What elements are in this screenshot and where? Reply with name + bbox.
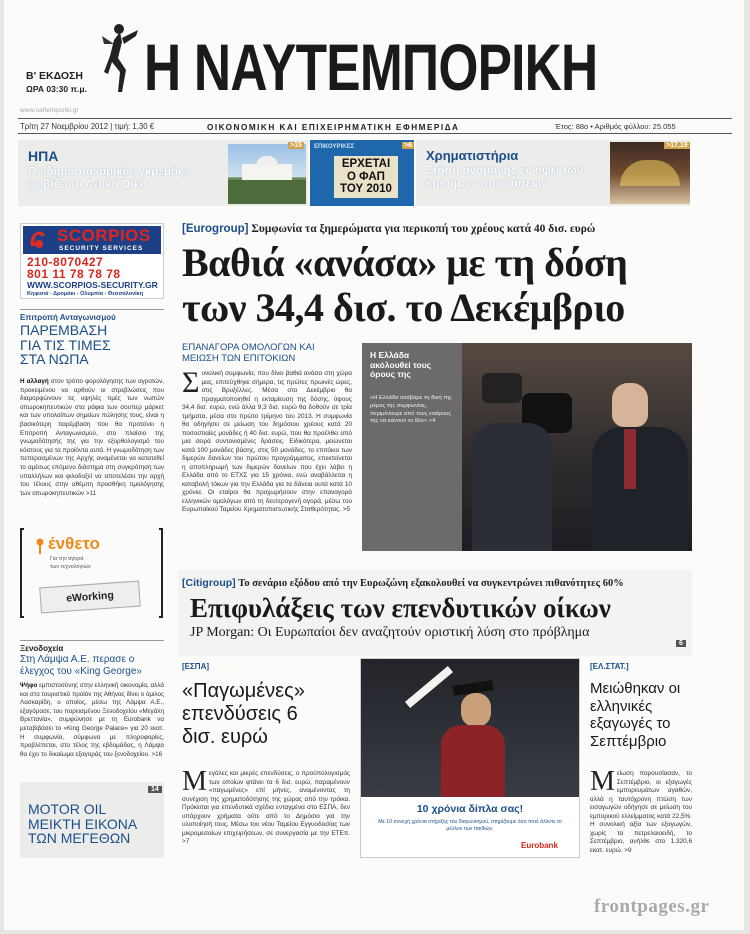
issue-number: Έτος: 88ο • Αριθμός φύλλου: 25.055 [555, 122, 676, 131]
main-tag: Eurogroup [185, 223, 245, 235]
story-headline[interactable]: ΠΑΡΕΜΒΑΣΗ ΓΙΑ ΤΙΣ ΤΙΜΕΣ ΣΤΑ ΝΩΠΑ [20, 322, 111, 367]
motor-oil-box[interactable] [20, 782, 164, 858]
teaser-stock-market[interactable] [416, 140, 690, 206]
teaser-text: ΕΡΧΕΤΑΙ Ο ΦΑΠ ΤΟΥ 2010 [334, 156, 398, 198]
graduate-photo [361, 659, 579, 797]
story2-text: εμπιστοσύνης στην ελληνική οικονομία, αλλά και στο τουριστικό προϊόν της Αθήνας δίνει ο όμιλος Λασκαρίδη, ο οποίος, μέσω της Λάμψα Α.Ε., εξαγόρασε, του πορεισμένου Ξενοδοχείου «Μεγάλη Βρεττανία», συμφώνησε με τη Eurobank να μεταβιβάσει το «King George Palace» για 20 εκατ. Η συμφωνία, σύμφωνα με πληροφορίες, προβλέπεται, στο τέλος της εβδομάδας, η Λάμψα θα έχει το δικαίωμα εξαγοράς του ξενοδοχείου. [20, 682, 164, 758]
scorpios-locations: Κηφισιά - Δρομάκι - Ολυμπία - Θεσσαλονίκη [27, 291, 144, 297]
second-page: 6 [676, 640, 686, 647]
exports-page: >9 [624, 846, 632, 854]
website-url[interactable]: www.naftemporiki.gr [20, 107, 79, 114]
main-body [182, 366, 352, 515]
newspaper-subtitle: ΟΙΚΟΝΟΜΙΚΗ ΚΑΙ ΕΠΙΧΕΙΡΗΜΑΤΙΚΗ ΕΦΗΜΕΡΙΔΑ [207, 123, 460, 132]
scorpios-phone2: 801 11 78 78 78 [27, 267, 121, 281]
scorpios-ad[interactable] [20, 223, 164, 299]
main-headline-line2[interactable]: των 34,4 δισ. το Δεκέμβριο [182, 285, 625, 330]
espa-body [182, 766, 350, 847]
exports-headline[interactable]: Μειώθηκαν οι ελληνικές εξαγωγές το Σεπτέμβριο [590, 680, 681, 750]
second-tag: Citigroup [185, 577, 233, 589]
main-subhead: ΕΠΑΝΑΓΟΡΑ ΟΜΟΛΟΓΩΝ ΚΑΙ ΜΕΙΩΣΗ ΤΩΝ ΕΠΙΤΟΚΙΩΝ [182, 342, 315, 364]
teaser-text: Ο «δημοσιονομικός γκρεμός» φοβίζει το Λευκό Οίκο [28, 166, 191, 191]
scorpios-url: WWW.SCORPIOS-SECURITY.GR [27, 280, 158, 290]
main-photo [362, 343, 692, 551]
teaser-usa[interactable] [18, 140, 308, 206]
edition-label: Β' ΕΚΔΟΣΗ [26, 70, 83, 82]
teaser-label: ΗΠΑ [28, 148, 59, 164]
photo-caption [370, 395, 456, 426]
scorpios-brand: SCORPIOS [57, 226, 151, 245]
edition-time: ΩΡΑ 03:30 π.μ. [26, 84, 87, 94]
teaser-page: >6 [404, 142, 412, 149]
entheto-ad[interactable] [20, 524, 164, 628]
espa-tag-wrap: [ΕΣΠΑ] [182, 662, 210, 671]
exports-text: είωση παρουσίασαν, το Σεπτέμβριο, οι εξαγωγές εμπορευμάτων αγαθών, αλλά η ταυτόχρονη πτώση των εισαγωγών οδήγησε σε μείωση του εμπορικού ελλείμματος κατά 22,5%. Η συνολική αξία των εξαγωγών, χωρίς τα πετρελαιοειδή, το Σεπτέμβριο, ανήλθε στο 1.320,6 εκατ. ευρώ. [590, 770, 692, 854]
teaser-page: >15 [290, 142, 302, 149]
scorpios-tagline: SECURITY SERVICES [59, 245, 144, 252]
main-text: υνολική συμφωνία, που δίνει βαθιά ανάσα στη χώρα μας, επιτεύχθηκε σήμερα, τις πρώτες πρωινές ώρες, στις Βρυξέλλες. Μέσα στο Δεκέμβριο θα πραγματοποιηθεί η εκταμίευση της δόσης, ύψους 34,4 δισ. ευρώ, ενώ άλλα 9,3 δισ. ευρώ θα δοθούν σε τρία τμήματα, μέσα στο πρώτο τρίμηνο του 2013. Η συμφωνία θα οδηγήσει σε μείωση του δημόσιου χρέους κατά 20 ποσοστιαίες μονάδες ή 40 δισ. ευρώ, που θα προέλθει από μια σειρά συντονισμένες δράσεις. Ειδικότερα, μειώνεται κατά 100 μονάδες βάσης, στις 50 μονάδες, το επιτόκιο των διμερών δανείων του πρώτου προγράμματος, επεκτείνεται η αποπληρωμή των διμερών δανείων που έχει λάβει η Ελλάδα από το ΕΤΧΣ για 15 χρόνια, ενώ αναβάλλεται η καταβολή τόκων για την Ελλάδα για τα δάνεια αυτά κατά 10 χρόνια. Οι εταίροι θα προχωρήσουν στην επαναγορά ελληνικών ομολόγων από τη δευτερογενή αγορά, μέσω του Ευρωπαϊκού Ταμείου Χρηματοπιστωτικής Σταθερότητας. [182, 370, 352, 513]
second-headline[interactable]: Επιφυλάξεις των επενδυτικών οίκων [190, 593, 611, 623]
story2-page: >16 [151, 750, 163, 758]
teaser-fap[interactable] [310, 140, 414, 206]
story-page: >11 [85, 489, 97, 497]
main-headline-line1[interactable]: Βαθιά «ανάσα» με τη δόση [182, 240, 628, 285]
exports-tag: ΕΛ.ΣΤΑΤ. [592, 662, 627, 671]
teaser-page: >17,19 [666, 142, 688, 149]
espa-headline[interactable]: «Παγωμένες» επενδύσεις 6 δισ. ευρώ [182, 680, 305, 748]
story2-lead: Ψήφο [20, 682, 38, 689]
main-kicker-line: [Eurogroup] Συμφωνία τα ξημερώματα για περικοπή του χρέους κατά 40 δισ. ευρώ [182, 223, 596, 235]
motor-oil-headline: MOTOR OIL ΜΕΙΚΤΗ ΕΙΚΟΝΑ ΤΩΝ ΜΕΓΕΘΩΝ [28, 801, 137, 846]
eworking-badge: eWorking [39, 581, 141, 614]
story2-kicker: Ξενοδοχεία [20, 644, 64, 653]
teaser-text: Στάση αναμονής εν όψει των κρίσιμων αποφάσεων [426, 165, 584, 190]
scorpios-banner [23, 226, 161, 254]
date-price: Τρίτη 27 Νοεμβρίου 2012 | τιμή: 1,30 € [20, 122, 155, 131]
entheto-sub2: των τεχνολογιών [50, 564, 91, 570]
newspaper-title: Η ΝΑΥΤΕΜΠΟΡΙΚΗ [144, 30, 598, 104]
flower-icon [34, 538, 46, 554]
main-page: >5 [342, 506, 351, 513]
story-kicker: Επιτροπή Ανταγωνισμού [20, 313, 116, 322]
scorpios-phone1: 210-8070427 [27, 255, 104, 269]
story-body [20, 378, 164, 498]
motor-oil-page: 14 [148, 786, 162, 793]
eurobank-headline: 10 χρόνια δίπλα σας! [416, 803, 524, 815]
eurobank-text: Με 10 συνεχή χρόνια στήριξης του διαγωνισμού, στηρίζουμε όσο ποτέ άλλοτε το μέλλον των παιδιών. [378, 819, 562, 832]
story-lead: Η αλλαγή [20, 378, 49, 385]
exports-dropcap: Μ [590, 766, 615, 797]
second-subhead: JP Morgan: Οι Ευρωπαίοι δεν αναζητούν οριστική λύση στο πρόβλημα [190, 625, 590, 640]
teaser-label: Χρηματιστήρια [426, 148, 519, 163]
story2-headline[interactable]: Στη Λάμψα Α.Ε. περασε ο έλεγχος του «King George» [20, 654, 142, 677]
main-kicker: Συμφωνία τα ξημερώματα για περικοπή του χρέους κατά 40 δισ. ευρώ [251, 223, 596, 235]
main-dropcap: Σ [182, 366, 200, 399]
exports-tag-wrap: [ΕΛ.ΣΤΑΤ.] [590, 662, 629, 671]
hermes-logo-icon [98, 22, 142, 94]
second-kicker: Το σενάριο εξόδου από την Ευρωζώνη εξακολουθεί να συγκεντρώνει πιθανότητες 60% [238, 578, 624, 589]
espa-tag: ΕΣΠΑ [184, 662, 207, 671]
entheto-sub1: Για την αγορά [50, 556, 84, 562]
white-house-photo [228, 144, 306, 204]
photo-caption-text: «Η Ελλάδα ανάβαρε τη δική της μέρος της συμφωνίας, περιμένουμε από τους εταίρους της να κάνουν το ίδιο» [370, 395, 452, 425]
eurobank-logo: Eurobank [521, 841, 558, 850]
eurobank-ad[interactable] [360, 658, 580, 858]
story2-body [20, 682, 164, 759]
scorpion-icon [27, 228, 51, 252]
espa-page: >7 [182, 838, 190, 845]
entheto-name: ένθετο [48, 534, 100, 553]
espa-text: εγάλες και μικρές επενδύσεις, ο προϋπολογισμός των οποίων φτάνει τα 6 δισ. ευρώ, παραμένουν «παγωμένες» επί μήνες, αναμένοντας τη συνέχιση της χρηματοδότησης της χώρας από την τρόικα. Πρόκειται για επενδυτικά σχέδια ενταγμένα στο ΕΣΠΑ, δεν υπάρχουν χρήματα ούτε από το Δημόσιο για την υλοποίησή τους. Μέσω του νέου Ταμείου Εγγυοδοσίας των μικρομεσαίων επιχειρήσεων, σε συνεργασία με την ΕΤΕπ. [182, 770, 350, 837]
photo-kicker: Η Ελλάδα ακόλουθεί τους όρους της [370, 350, 432, 379]
second-kicker-line: [Citigroup] Το σενάριο εξόδου από την Ευρωζώνη εξακολουθεί να συγκεντρώνει πιθανότητες 60% [182, 577, 624, 589]
photo-page: >4 [428, 418, 436, 425]
espa-dropcap: Μ [182, 766, 207, 797]
story-text: στον τρόπο φορολόγησης των αγροτών, προκειμένου να αρθούν οι στρεβλώσεις που διαμορφώνουν τις υψηλές τιμές των νωπών οπωροκηπευτικών στα ράφια των σουπερ μάρκετ και των υπολοίπων σημείων πώλησης τους, είναι η βασικότερη παρέμβαση που θα προτείνει η Επιτροπή Ανταγωνισμού, στο πλαίσιο της γνωμοδότησής της για την εξορθολογισμό του κόστους για τα προϊόντα αυτά. Η γνωμοδότηση των πεπερασμένων της Αρχής αναμένεται να κατατεθεί το αμέσως επόμενο διάστημα στη συγκρότηση των υπαλλήλων και φιλοδοξεί να αποτελέσει την αρχή του τέλους στην αθέμιτη προσθήκη τιμολόγησης των οπωροκηπευτικών [20, 378, 164, 497]
frontpages-watermark: frontpages.gr [594, 896, 710, 917]
teaser-label: ΕΠΙΚΟΥΡΙΚΕΣ [314, 144, 355, 150]
exports-body [590, 766, 692, 855]
stock-exchange-photo [610, 142, 690, 204]
